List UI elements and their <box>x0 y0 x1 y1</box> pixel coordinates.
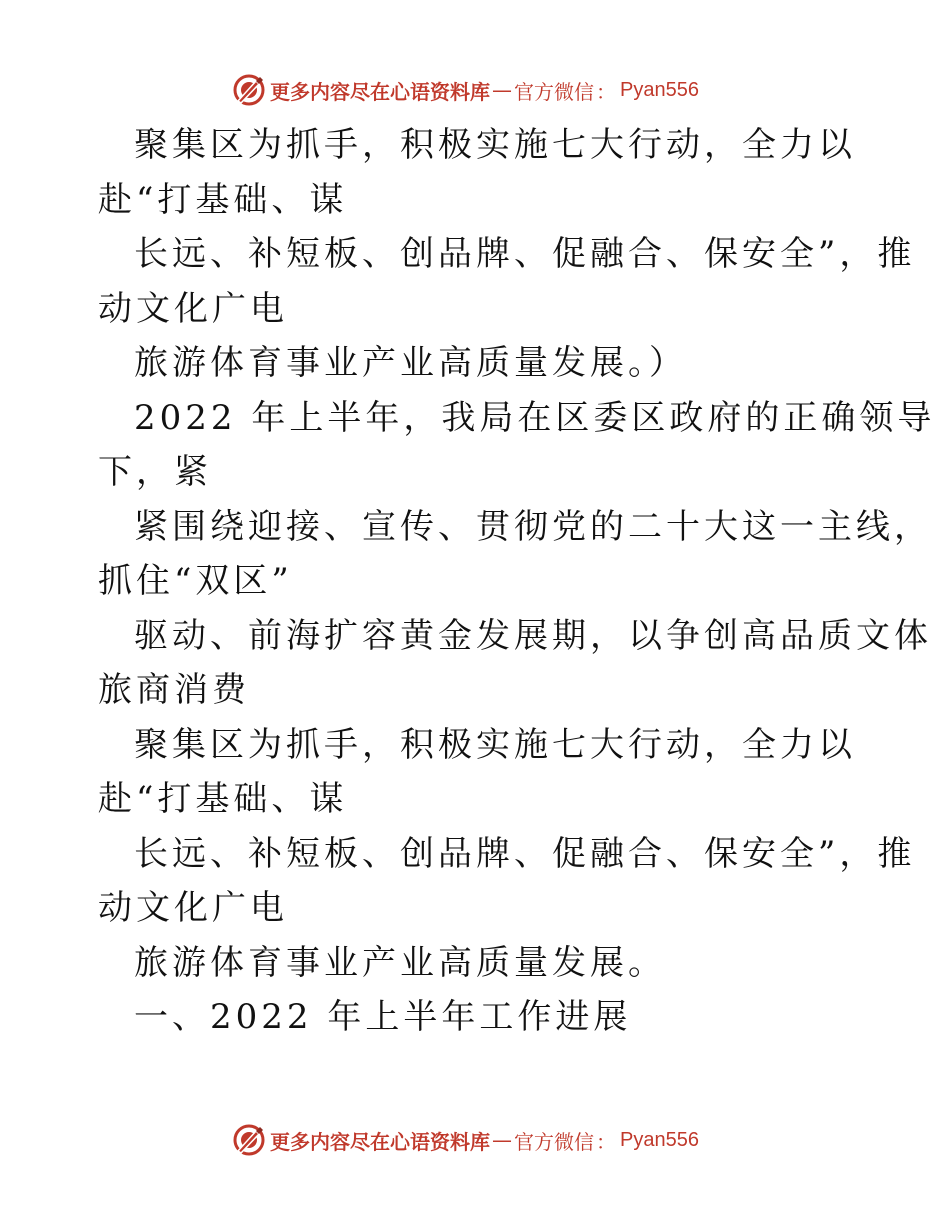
text-line: 赴“打基础、谋 <box>98 779 348 819</box>
banner-official-label: 官方微信 <box>514 1129 594 1154</box>
footer-watermark-banner <box>232 1122 699 1158</box>
text-line: 动文化广电 <box>98 288 288 329</box>
text-line: 抓住“双区” <box>98 561 293 601</box>
banner-wechat-id: Pyan556 <box>620 1128 699 1151</box>
header-watermark-banner <box>232 72 699 108</box>
text-line: 旅游体育事业产业高质量发展。） <box>134 343 687 383</box>
banner-brand-text: 更多内容尽在心语资料库 <box>270 79 490 104</box>
text-line: 驱动、前海扩容黄金发展期，以争创高品质文体 <box>134 615 932 656</box>
text-line: 2022 年上半年，我局在区委区政府的正确领导 <box>134 397 936 438</box>
banner-brand-text: 更多内容尽在心语资料库 <box>270 1129 490 1154</box>
text-line: 旅游体育事业产业高质量发展。 <box>134 942 666 983</box>
banner-dash: — <box>492 1128 512 1152</box>
banner-wechat-id: Pyan556 <box>620 78 699 101</box>
text-line: 聚集区为抓手，积极实施七大行动，全力以 <box>134 125 856 165</box>
text-line: 下，紧 <box>98 452 212 492</box>
pen-circle-logo-icon <box>232 73 266 107</box>
banner-separator: ： <box>596 1129 616 1154</box>
document-body <box>98 118 936 1045</box>
text-line: 紧围绕迎接、宣传、贯彻党的二十大这一主线， <box>134 506 932 547</box>
banner-official-label: 官方微信 <box>514 79 594 104</box>
text-line: 旅商消费 <box>98 670 250 710</box>
banner-dash: — <box>492 78 512 102</box>
text-line: 长远、补短板、创品牌、促融合、保安全”，推 <box>134 234 916 274</box>
pen-circle-logo-icon <box>232 1123 266 1157</box>
text-line: 聚集区为抓手，积极实施七大行动，全力以 <box>134 724 856 765</box>
banner-separator: ： <box>596 79 616 104</box>
text-line: 一、2022 年上半年工作进展 <box>134 997 632 1037</box>
text-line: 动文化广电 <box>98 888 288 928</box>
text-line: 长远、补短板、创品牌、促融合、保安全”，推 <box>134 833 916 874</box>
text-line: 赴“打基础、谋 <box>98 179 348 220</box>
